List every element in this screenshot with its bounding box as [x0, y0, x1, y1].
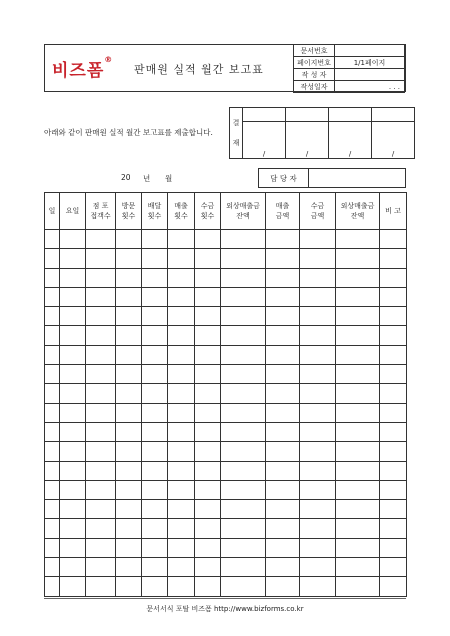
table-cell[interactable] [380, 500, 407, 519]
table-cell[interactable] [45, 365, 60, 384]
table-row [45, 500, 407, 519]
table-cell[interactable] [380, 249, 407, 268]
table-cell[interactable] [336, 500, 380, 519]
table-cell[interactable] [380, 442, 407, 461]
table-cell[interactable] [45, 480, 60, 499]
table-cell[interactable] [142, 345, 168, 364]
table-cell[interactable] [221, 519, 266, 538]
table-cell[interactable] [45, 268, 60, 287]
table-cell[interactable] [45, 230, 60, 249]
manager-label: 담 당 자 [259, 169, 309, 188]
table-cell[interactable] [168, 500, 195, 519]
table-cell[interactable] [86, 326, 116, 345]
table-cell[interactable] [336, 442, 380, 461]
table-cell[interactable] [336, 249, 380, 268]
table-cell[interactable] [221, 307, 266, 326]
table-cell[interactable] [266, 365, 300, 384]
table-cell[interactable] [116, 307, 142, 326]
table-cell[interactable] [142, 577, 168, 596]
table-cell[interactable] [45, 345, 60, 364]
column-header: 외상매출금 잔액 [221, 193, 266, 230]
table-row [45, 268, 407, 287]
table-cell[interactable] [116, 249, 142, 268]
table-cell[interactable] [142, 519, 168, 538]
table-cell[interactable] [195, 558, 221, 577]
table-cell[interactable] [380, 519, 407, 538]
approval-table [229, 107, 415, 159]
table-cell[interactable] [60, 287, 86, 306]
table-cell[interactable] [45, 326, 60, 345]
table-cell[interactable] [116, 268, 142, 287]
table-cell[interactable] [300, 403, 336, 422]
table-cell[interactable] [380, 538, 407, 557]
table-cell[interactable] [168, 326, 195, 345]
table-cell[interactable] [45, 307, 60, 326]
table-cell[interactable] [266, 384, 300, 403]
footer-text: 문서서식 포탈 비즈폼 http://www.bizforms.co.kr [146, 605, 304, 613]
table-cell[interactable] [300, 287, 336, 306]
table-row [45, 577, 407, 596]
approval-title-cell [243, 108, 286, 122]
meta-value [335, 69, 405, 81]
table-row [45, 365, 407, 384]
table-cell[interactable] [142, 384, 168, 403]
table-cell[interactable] [86, 287, 116, 306]
table-cell[interactable] [86, 230, 116, 249]
table-cell[interactable] [45, 538, 60, 557]
table-cell[interactable] [86, 519, 116, 538]
table-cell[interactable] [221, 403, 266, 422]
table-cell[interactable] [195, 307, 221, 326]
table-cell[interactable] [168, 442, 195, 461]
table-cell[interactable] [168, 345, 195, 364]
table-row [45, 345, 407, 364]
table-cell[interactable] [266, 249, 300, 268]
table-cell[interactable] [300, 538, 336, 557]
table-cell[interactable] [380, 422, 407, 441]
table-cell[interactable] [195, 577, 221, 596]
column-header: 요일 [60, 193, 86, 230]
table-cell[interactable] [60, 519, 86, 538]
table-cell[interactable] [221, 422, 266, 441]
table-cell[interactable] [221, 500, 266, 519]
bizforms-logo: 비즈폼® [52, 55, 114, 81]
column-header: 방문 횟수 [116, 193, 142, 230]
table-cell[interactable] [45, 558, 60, 577]
table-cell[interactable] [195, 249, 221, 268]
table-cell[interactable] [60, 461, 86, 480]
table-cell[interactable] [142, 461, 168, 480]
intro-text: 아래와 같이 판매원 실적 월간 보고표를 제출합니다. [44, 128, 213, 137]
table-cell[interactable] [86, 307, 116, 326]
table-cell[interactable] [266, 403, 300, 422]
table-cell[interactable] [142, 422, 168, 441]
table-cell[interactable] [300, 249, 336, 268]
table-cell[interactable] [168, 230, 195, 249]
table-cell[interactable] [45, 287, 60, 306]
table-cell[interactable] [266, 422, 300, 441]
table-cell[interactable] [195, 268, 221, 287]
table-row [45, 422, 407, 441]
table-cell[interactable] [86, 365, 116, 384]
table-cell[interactable] [60, 326, 86, 345]
table-cell[interactable] [168, 519, 195, 538]
table-cell[interactable] [45, 384, 60, 403]
table-cell[interactable] [86, 500, 116, 519]
table-cell[interactable] [60, 307, 86, 326]
table-cell[interactable] [116, 500, 142, 519]
table-cell[interactable] [195, 461, 221, 480]
table-cell[interactable] [86, 577, 116, 596]
table-cell[interactable] [86, 403, 116, 422]
table-cell[interactable] [195, 480, 221, 499]
approval-label: 결 재 [230, 108, 243, 159]
table-cell[interactable] [168, 480, 195, 499]
table-cell[interactable] [195, 384, 221, 403]
column-header: 수금 금액 [300, 193, 336, 230]
date-year-prefix: 20 [121, 173, 131, 182]
table-cell[interactable] [266, 326, 300, 345]
approval-title-cell [329, 108, 372, 122]
manager-value [309, 169, 406, 188]
table-cell[interactable] [195, 365, 221, 384]
document-meta-table [293, 44, 405, 93]
table-cell[interactable] [142, 230, 168, 249]
table-cell[interactable] [221, 230, 266, 249]
table-cell[interactable] [300, 422, 336, 441]
table-cell[interactable] [380, 307, 407, 326]
table-cell[interactable] [380, 345, 407, 364]
table-cell[interactable] [60, 500, 86, 519]
table-cell[interactable] [116, 384, 142, 403]
table-cell[interactable] [60, 538, 86, 557]
table-cell[interactable] [380, 461, 407, 480]
table-cell[interactable] [336, 287, 380, 306]
meta-label: 문서번호 [294, 45, 335, 57]
table-cell[interactable] [116, 480, 142, 499]
table-cell[interactable] [380, 558, 407, 577]
table-row [45, 519, 407, 538]
table-cell[interactable] [86, 384, 116, 403]
table-cell[interactable] [168, 558, 195, 577]
table-cell[interactable] [300, 519, 336, 538]
table-cell[interactable] [116, 287, 142, 306]
table-cell[interactable] [336, 577, 380, 596]
table-row [45, 538, 407, 557]
table-cell[interactable] [116, 345, 142, 364]
table-cell[interactable] [380, 230, 407, 249]
table-cell[interactable] [300, 384, 336, 403]
table-cell[interactable] [86, 461, 116, 480]
table-cell[interactable] [142, 538, 168, 557]
table-cell[interactable] [221, 480, 266, 499]
table-cell[interactable] [300, 442, 336, 461]
table-cell[interactable] [380, 480, 407, 499]
meta-value: . . . [335, 81, 405, 93]
table-cell[interactable] [266, 230, 300, 249]
table-cell[interactable] [60, 268, 86, 287]
table-cell[interactable] [380, 326, 407, 345]
table-header-row [45, 193, 407, 230]
table-cell[interactable] [300, 461, 336, 480]
table-cell[interactable] [60, 249, 86, 268]
table-cell[interactable] [221, 287, 266, 306]
approval-title-cell [372, 108, 415, 122]
table-cell[interactable] [60, 558, 86, 577]
manager-table [258, 168, 406, 188]
table-cell[interactable] [266, 558, 300, 577]
table-cell[interactable] [266, 577, 300, 596]
table-cell[interactable] [195, 519, 221, 538]
table-cell[interactable] [380, 403, 407, 422]
table-cell[interactable] [221, 384, 266, 403]
table-cell[interactable] [168, 577, 195, 596]
table-cell[interactable] [300, 307, 336, 326]
table-cell[interactable] [336, 558, 380, 577]
table-cell[interactable] [336, 307, 380, 326]
table-cell[interactable] [221, 326, 266, 345]
meta-value: 1/1페이지 [335, 57, 405, 69]
table-cell[interactable] [300, 345, 336, 364]
table-cell[interactable] [168, 268, 195, 287]
table-cell[interactable] [168, 422, 195, 441]
table-row [45, 326, 407, 345]
table-cell[interactable] [86, 345, 116, 364]
column-header: 일 [45, 193, 60, 230]
table-row [45, 480, 407, 499]
column-header: 매출 횟수 [168, 193, 195, 230]
table-cell[interactable] [142, 268, 168, 287]
approval-title-cell [286, 108, 329, 122]
footer-divider [44, 598, 406, 599]
table-cell[interactable] [142, 480, 168, 499]
table-row [45, 403, 407, 422]
table-cell[interactable] [168, 307, 195, 326]
table-cell[interactable] [142, 500, 168, 519]
table-cell[interactable] [300, 326, 336, 345]
approval-sign-cell: / [243, 121, 286, 158]
table-cell[interactable] [60, 442, 86, 461]
table-cell[interactable] [195, 500, 221, 519]
table-cell[interactable] [116, 365, 142, 384]
table-cell[interactable] [45, 403, 60, 422]
table-cell[interactable] [300, 268, 336, 287]
meta-label: 작 성 자 [294, 69, 335, 81]
approval-sign-cell: / [329, 121, 372, 158]
table-cell[interactable] [116, 519, 142, 538]
table-row [45, 230, 407, 249]
table-cell[interactable] [221, 249, 266, 268]
table-cell[interactable] [266, 442, 300, 461]
table-cell[interactable] [116, 577, 142, 596]
table-cell[interactable] [336, 403, 380, 422]
table-cell[interactable] [300, 558, 336, 577]
table-cell[interactable] [195, 538, 221, 557]
column-header: 배달 횟수 [142, 193, 168, 230]
table-cell[interactable] [116, 326, 142, 345]
table-cell[interactable] [45, 500, 60, 519]
table-cell[interactable] [168, 461, 195, 480]
table-cell[interactable] [86, 538, 116, 557]
date-month-label: 월 [165, 174, 173, 183]
table-cell[interactable] [60, 365, 86, 384]
table-cell[interactable] [168, 365, 195, 384]
table-cell[interactable] [380, 365, 407, 384]
table-cell[interactable] [60, 480, 86, 499]
table-cell[interactable] [195, 422, 221, 441]
table-cell[interactable] [60, 422, 86, 441]
table-cell[interactable] [168, 384, 195, 403]
table-cell[interactable] [221, 461, 266, 480]
table-cell[interactable] [45, 461, 60, 480]
table-cell[interactable] [142, 365, 168, 384]
table-cell[interactable] [116, 422, 142, 441]
table-row [45, 558, 407, 577]
table-cell[interactable] [266, 345, 300, 364]
table-cell[interactable] [300, 480, 336, 499]
table-cell[interactable] [142, 287, 168, 306]
table-cell[interactable] [221, 558, 266, 577]
approval-sign-cell: / [286, 121, 329, 158]
meta-label: 페이지번호 [294, 57, 335, 69]
approval-sign-cell: / [372, 121, 415, 158]
table-cell[interactable] [221, 442, 266, 461]
table-row [45, 287, 407, 306]
table-cell[interactable] [142, 442, 168, 461]
sales-report-table [44, 192, 407, 597]
table-cell[interactable] [86, 442, 116, 461]
table-cell[interactable] [266, 461, 300, 480]
table-cell[interactable] [266, 287, 300, 306]
table-cell[interactable] [300, 500, 336, 519]
table-cell[interactable] [300, 577, 336, 596]
table-cell[interactable] [86, 558, 116, 577]
meta-value [335, 45, 405, 57]
table-cell[interactable] [195, 230, 221, 249]
column-header: 수금 횟수 [195, 193, 221, 230]
column-header: 외상매출금 잔액 [336, 193, 380, 230]
column-header: 매출 금액 [266, 193, 300, 230]
table-cell[interactable] [142, 403, 168, 422]
table-cell[interactable] [142, 558, 168, 577]
table-cell[interactable] [336, 461, 380, 480]
table-cell[interactable] [266, 519, 300, 538]
table-cell[interactable] [380, 577, 407, 596]
table-cell[interactable] [336, 519, 380, 538]
table-cell[interactable] [116, 230, 142, 249]
table-cell[interactable] [266, 538, 300, 557]
table-cell[interactable] [142, 307, 168, 326]
table-cell[interactable] [221, 345, 266, 364]
table-cell[interactable] [380, 287, 407, 306]
table-cell[interactable] [116, 442, 142, 461]
table-cell[interactable] [195, 326, 221, 345]
table-cell[interactable] [266, 480, 300, 499]
table-cell[interactable] [116, 558, 142, 577]
table-cell[interactable] [266, 307, 300, 326]
table-cell[interactable] [45, 249, 60, 268]
table-cell[interactable] [336, 384, 380, 403]
table-cell[interactable] [168, 403, 195, 422]
table-row [45, 249, 407, 268]
table-cell[interactable] [60, 403, 86, 422]
table-row [45, 384, 407, 403]
table-cell[interactable] [142, 326, 168, 345]
table-cell[interactable] [86, 480, 116, 499]
column-header: 비 고 [380, 193, 407, 230]
table-cell[interactable] [221, 577, 266, 596]
table-cell[interactable] [116, 538, 142, 557]
table-row [45, 442, 407, 461]
table-cell[interactable] [336, 230, 380, 249]
table-cell[interactable] [60, 577, 86, 596]
table-cell[interactable] [168, 538, 195, 557]
table-row [45, 461, 407, 480]
table-cell[interactable] [195, 442, 221, 461]
table-cell[interactable] [300, 365, 336, 384]
table-cell[interactable] [336, 365, 380, 384]
table-cell[interactable] [195, 403, 221, 422]
table-cell[interactable] [336, 422, 380, 441]
table-cell[interactable] [60, 230, 86, 249]
table-cell[interactable] [336, 480, 380, 499]
table-cell[interactable] [45, 442, 60, 461]
table-cell[interactable] [221, 365, 266, 384]
table-cell[interactable] [45, 519, 60, 538]
table-cell[interactable] [380, 268, 407, 287]
table-cell[interactable] [336, 538, 380, 557]
table-cell[interactable] [380, 384, 407, 403]
table-cell[interactable] [86, 268, 116, 287]
table-cell[interactable] [336, 345, 380, 364]
table-cell[interactable] [300, 230, 336, 249]
table-cell[interactable] [86, 249, 116, 268]
table-cell[interactable] [116, 461, 142, 480]
table-cell[interactable] [336, 326, 380, 345]
table-cell[interactable] [195, 287, 221, 306]
document-title: 판매원 실적 월간 보고표 [134, 63, 264, 76]
table-cell[interactable] [195, 345, 221, 364]
column-header: 점 포 접객수 [86, 193, 116, 230]
table-cell[interactable] [221, 538, 266, 557]
table-cell[interactable] [266, 500, 300, 519]
table-cell[interactable] [221, 268, 266, 287]
meta-label: 작성일자 [294, 81, 335, 93]
table-cell[interactable] [45, 422, 60, 441]
table-cell[interactable] [86, 422, 116, 441]
table-cell[interactable] [60, 345, 86, 364]
table-cell[interactable] [168, 249, 195, 268]
table-cell[interactable] [336, 268, 380, 287]
table-cell[interactable] [168, 287, 195, 306]
date-year-label: 년 [143, 174, 151, 183]
table-cell[interactable] [116, 403, 142, 422]
table-cell[interactable] [60, 384, 86, 403]
table-cell[interactable] [266, 268, 300, 287]
table-cell[interactable] [142, 249, 168, 268]
table-cell[interactable] [45, 577, 60, 596]
table-row [45, 307, 407, 326]
